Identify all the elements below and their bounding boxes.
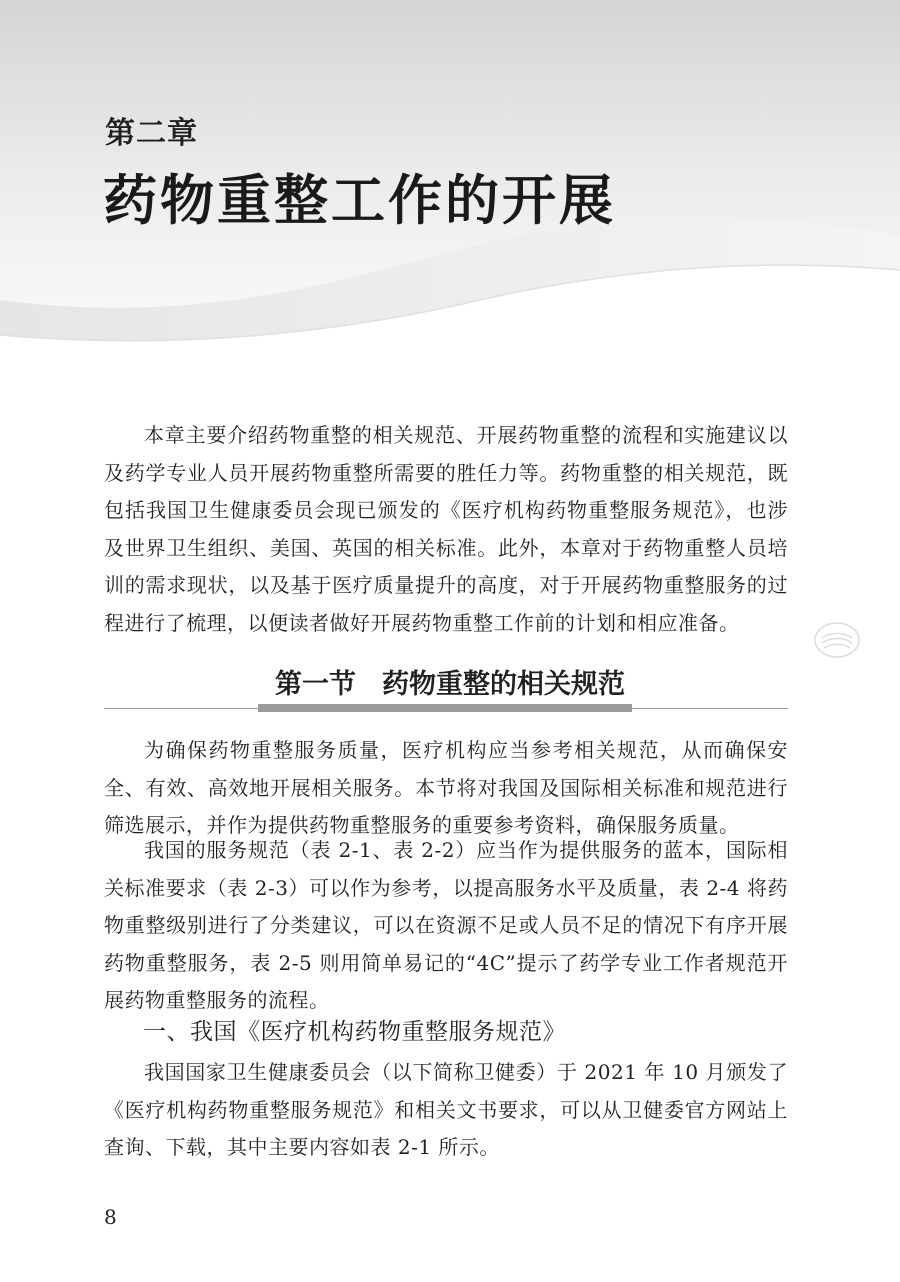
section-number: 第一节 <box>275 669 356 700</box>
chapter-intro-paragraph: 本章主要介绍药物重整的相关规范、开展药物重整的流程和实施建议以及药学专业人员开展药物重整所需要的胜任力等。药物重整的相关规范，既包括我国卫生健康委员会现已颁发的《医疗机构药物重整服务规范》，也涉及世界卫生组织、美国、英国的相关标准。此外，本章对于药物重整人员培训的需求现状，以及基于医疗质量提升的高度，对于开展药物重整服务的过程进行了梳理，以便读者做好开展药物重整工作前的计划和相应准备。 <box>104 423 788 635</box>
publisher-logo-icon <box>812 620 862 660</box>
subsection-heading: 一、我国《医疗机构药物重整服务规范》 <box>143 1019 566 1045</box>
section-title: 药物重整的相关规范 <box>382 669 625 700</box>
section-paragraph: 我国的服务规范（表 2-1、表 2-2）应当作为提供服务的蓝本，国际相关标准要求（表 2-3）可以作为参考，以提高服务水平及质量，表 2-4 将药物重整级别进行了分类建议，可以在资源不足或人员不足的情况下有序开展药物重整服务，表 2-5 则用简单易记的“4C”提示了药学专业工作者规范开展药物重整服务的流程。 <box>104 838 788 1012</box>
section-heading <box>0 662 900 701</box>
chapter-title: 药物重整工作的开展 <box>103 169 616 232</box>
section-underline-bar <box>258 704 632 712</box>
section-paragraph: 为确保药物重整服务质量，医疗机构应当参考相关规范，从而确保安全、有效、高效地开展相关服务。本节将对我国及国际相关标准和规范进行筛选展示，并作为提供药物重整服务的重要参考资料，确保服务质量。 <box>104 738 788 837</box>
subsection-paragraph: 我国国家卫生健康委员会（以下简称卫健委）于 2021 年 10 月颁发了《医疗机构药物重整服务规范》和相关文书要求，可以从卫健委官方网站上查询、下载，其中主要内容如表 2-1 所示。 <box>104 1060 788 1159</box>
chapter-label: 第二章 <box>105 116 198 151</box>
page-number: 8 <box>104 1205 117 1229</box>
